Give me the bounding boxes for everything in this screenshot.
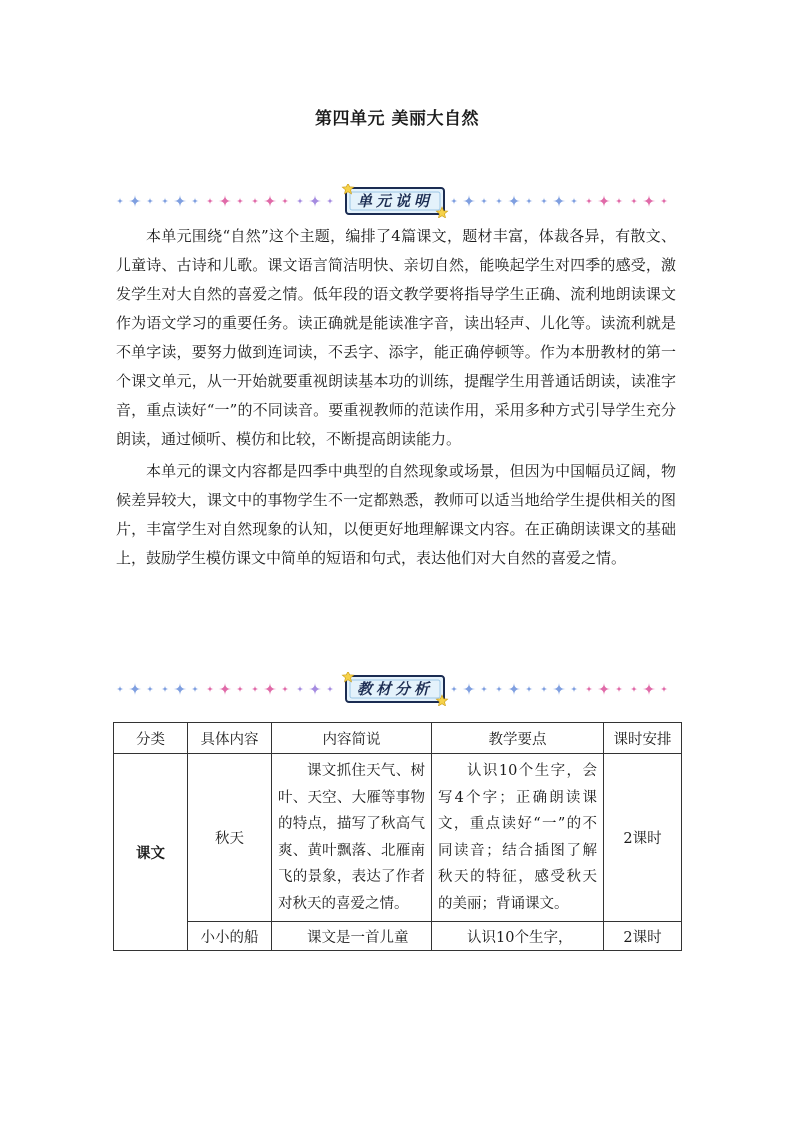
sparkle-mark <box>598 195 611 208</box>
sparkle-mark <box>541 198 548 205</box>
sparkle-mark <box>586 686 593 693</box>
sparkle-mark <box>327 686 334 693</box>
sparkle-mark <box>282 198 289 205</box>
sparkle-mark <box>297 198 304 205</box>
sparkle-mark <box>643 683 656 696</box>
sparkle-mark <box>571 686 578 693</box>
sparkle-mark <box>174 195 187 208</box>
page-title: 第四单元 美丽大自然 <box>315 109 479 129</box>
sparkle-mark <box>117 198 124 205</box>
header-category: 分类 <box>114 723 188 754</box>
summary-cell: 课文是一首儿童 <box>272 922 432 951</box>
sparkle-mark <box>508 195 521 208</box>
intro-paragraph-2: 本单元的课文内容都是四季中典型的自然现象或场景，但因为中国幅员辽阔，物候差异较大，课文中的事物学生不一定都熟悉，教师可以适当地给学生提供相关的图片，丰富学生对自然现象的认知，以便更好地理解课文内容。在正确朗读课文的基础上，鼓励学生模仿课文中简单的短语和句式，表达他们对大自然的喜爱之情。 <box>116 462 676 567</box>
unit-description-banner <box>112 184 678 218</box>
sparkle-mark <box>192 686 199 693</box>
sparkle-mark <box>553 195 566 208</box>
sparkle-mark <box>264 683 277 696</box>
sparkle-mark <box>496 686 503 693</box>
material-analysis-table <box>113 722 682 951</box>
teaching-points-cell: 认识10个生字，会写4个字；正确朗读课文，重点读好“一”的不同读音；结合插图了解秋天的特征，感受秋天的美丽；背诵课文。 <box>432 754 604 922</box>
sparkle-mark <box>219 195 232 208</box>
teaching-points-cell: 认识10个生字， <box>432 922 604 951</box>
table-row <box>114 922 682 951</box>
content-cell: 小小的船 <box>188 922 272 951</box>
sparkle-mark <box>661 686 668 693</box>
sparkle-mark <box>643 195 656 208</box>
sparkle-mark <box>586 198 593 205</box>
sparkle-mark <box>162 198 169 205</box>
sparkle-mark <box>174 683 187 696</box>
table-header-row <box>114 723 682 754</box>
sparkle-mark <box>237 198 244 205</box>
sparkle-mark <box>207 198 214 205</box>
sparkle-mark <box>598 683 611 696</box>
header-class-hours: 课时安排 <box>604 723 682 754</box>
sparkle-mark <box>129 683 142 696</box>
sparkle-mark <box>207 686 214 693</box>
sparkle-mark <box>481 686 488 693</box>
sparkle-mark <box>553 683 566 696</box>
sparkle-mark <box>129 195 142 208</box>
sparkle-mark <box>451 198 458 205</box>
sparkle-mark <box>661 198 668 205</box>
unit-description-body <box>116 222 676 576</box>
sparkle-mark <box>463 195 476 208</box>
sparkle-mark <box>541 686 548 693</box>
sparkle-mark <box>631 198 638 205</box>
sparkle-mark <box>219 683 232 696</box>
header-content: 具体内容 <box>188 723 272 754</box>
sparkle-mark <box>297 686 304 693</box>
intro-paragraph-1: 本单元围绕“自然”这个主题，编排了4篇课文，题材丰富，体裁各异，有散文、儿童诗、古诗和儿歌。课文语言简洁明快、亲切自然，能唤起学生对四季的感受，激发学生对大自然的喜爱之情。低年段的语文教学要将指导学生正确、流利地朗读课文作为语文学习的重要任务。读正确就是能读准字音，读出轻声、儿化等。读流利就是不单字读，要努力做到连词读，不丢字、添字，能正确停顿等。作为本册教材的第一个课文单元，从一开始就要重视朗读基本功的训练，提醒学生用普通话朗读，读准字音，重点读好“一”的不同读音。要重视教师的范读作用，采用多种方式引导学生充分朗读，通过倾听、模仿和比较，不断提高朗读能力。 <box>116 227 676 448</box>
sparkle-mark <box>327 198 334 205</box>
sparkle-mark <box>463 683 476 696</box>
sparkle-mark <box>451 686 458 693</box>
sparkle-mark <box>237 686 244 693</box>
material-analysis-banner <box>112 672 678 706</box>
sparkle-mark <box>616 198 623 205</box>
sparkle-mark <box>192 198 199 205</box>
header-summary: 内容简说 <box>272 723 432 754</box>
material-analysis-heading: 教材分析 <box>356 680 433 698</box>
sparkle-mark <box>481 198 488 205</box>
sparkle-mark <box>571 198 578 205</box>
sparkle-mark <box>252 198 259 205</box>
class-hours-cell: 2课时 <box>604 754 682 922</box>
header-teaching-points: 教学要点 <box>432 723 604 754</box>
sparkle-mark <box>264 195 277 208</box>
sparkle-mark <box>508 683 521 696</box>
sparkle-mark <box>147 686 154 693</box>
sparkle-mark <box>162 686 169 693</box>
summary-cell: 课文抓住天气、树叶、天空、大雁等事物的特点，描写了秋高气爽、黄叶飘落、北雁南飞的景象，表达了作者对秋天的喜爱之情。 <box>272 754 432 922</box>
sparkle-mark <box>616 686 623 693</box>
sparkle-mark <box>252 686 259 693</box>
category-cell: 课文 <box>114 754 188 951</box>
sparkle-mark <box>282 686 289 693</box>
sparkle-mark <box>526 686 533 693</box>
table-row <box>114 754 682 922</box>
content-cell: 秋天 <box>188 754 272 922</box>
sparkle-mark <box>496 198 503 205</box>
sparkle-mark <box>117 686 124 693</box>
unit-description-heading: 单元说明 <box>356 192 433 210</box>
sparkle-mark <box>309 683 322 696</box>
sparkle-mark <box>147 198 154 205</box>
sparkle-mark <box>526 198 533 205</box>
class-hours-cell: 2课时 <box>604 922 682 951</box>
sparkle-mark <box>309 195 322 208</box>
sparkle-mark <box>631 686 638 693</box>
